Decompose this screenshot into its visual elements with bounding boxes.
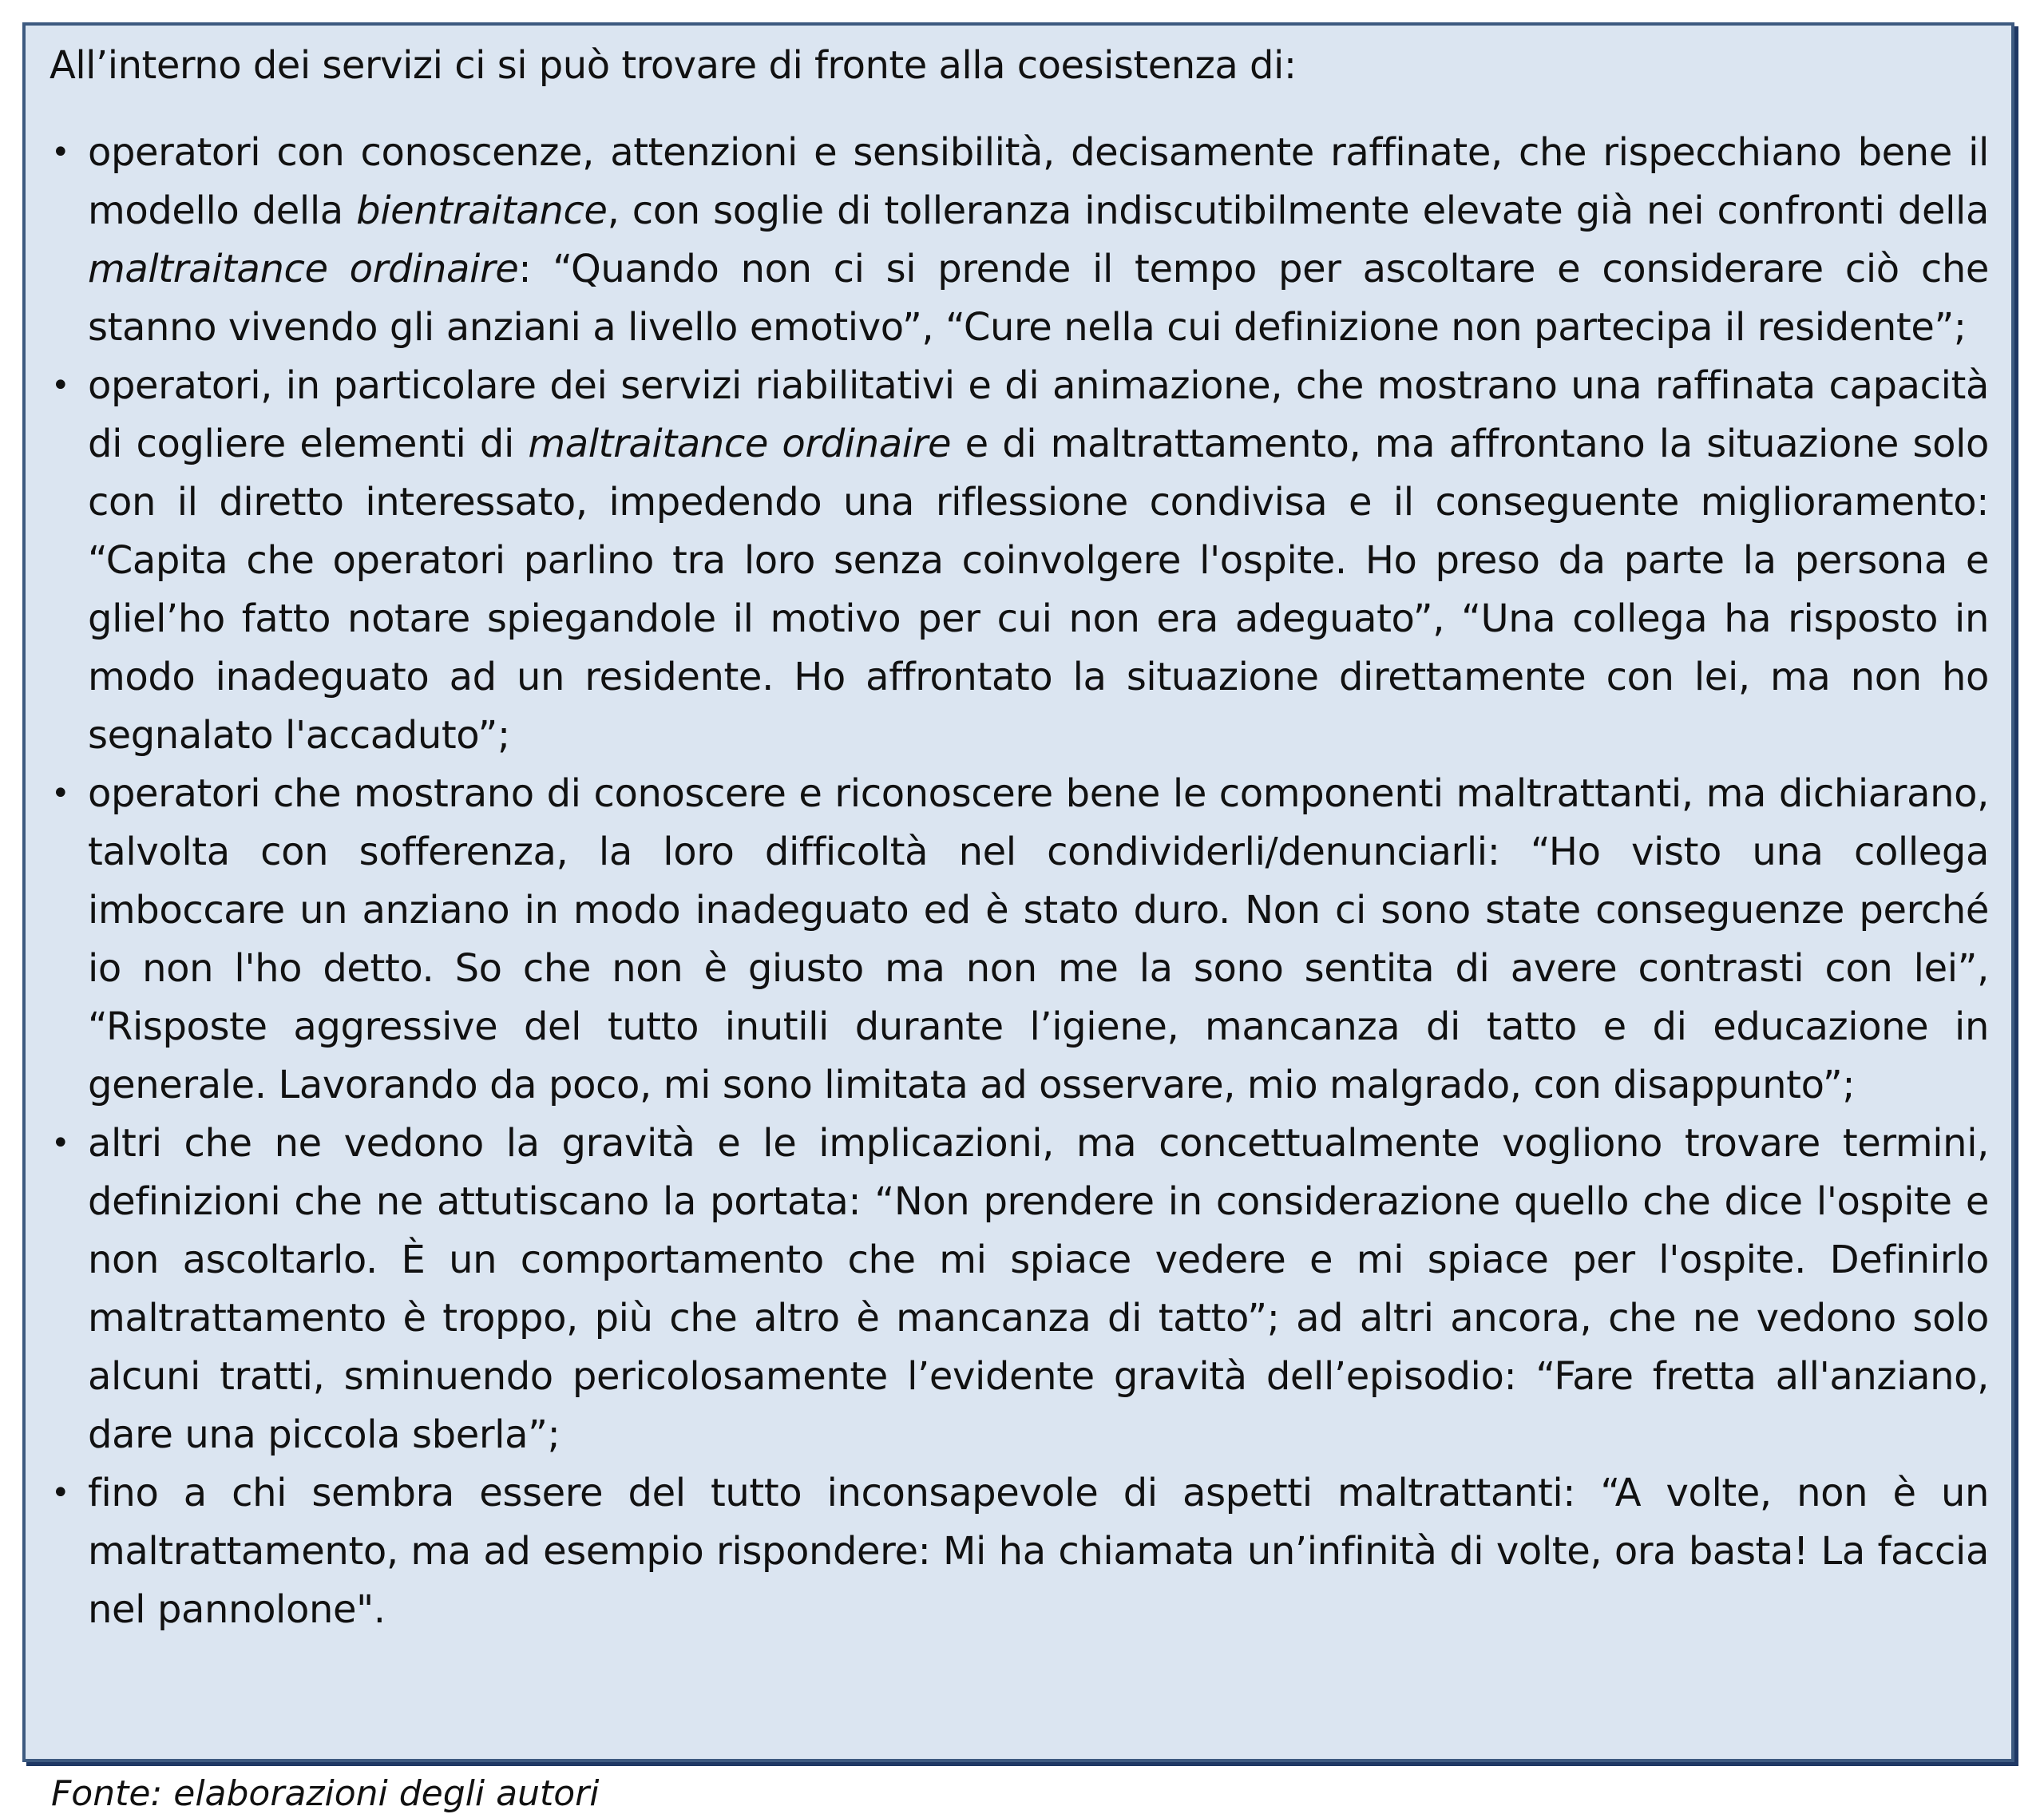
list-item xyxy=(50,765,1989,1115)
list-item xyxy=(50,1115,1989,1464)
text-box xyxy=(22,22,2014,1762)
item-text: fino a chi sembra essere del tutto inconsapevole di aspetti maltrattanti: “A volte, non è un maltrattamento, ma ad esempio rispondere: Mi ha chiamata un’infinità di volte, ora basta! La faccia nel pannolone". xyxy=(88,1471,1989,1632)
list-item xyxy=(50,357,1989,765)
item-text: altri che ne vedono la gravità e le implicazioni, ma concettualmente vogliono trovare termini, definizioni che ne attutiscano la portata: “Non prendere in considerazione quello che dice l'ospite e non ascoltarlo. È un comportamento che mi spiace vedere e mi spiace per l'ospite. Definirlo maltrattamento è troppo, più che altro è mancanza di tatto”; ad altri ancora, che ne vedono solo alcuni tratti, sminuendo pericolosamente l’evidente gravità dell’episodio: “Fare fretta all'anziano, dare una piccola sberla”; xyxy=(88,1121,1989,1457)
item-text: e di maltrattamento, ma affrontano la situazione solo con il diretto interessato, impedendo una riflessione condivisa e il conseguente miglioramento: “Capita che operatori parlino tra loro senza coinvolgere l'ospite. Ho preso da parte la persona e gliel’ho fatto notare spiegandole il motivo per cui non era adeguato”, “Una collega ha risposto in modo inadeguato ad un residente. Ho affrontato la situazione direttamente con lei, ma non ho segnalato l'accaduto”; xyxy=(88,422,1989,758)
bullet-list xyxy=(50,124,1989,1639)
bullet-icon: • xyxy=(51,775,70,812)
italic-term: bientraitance xyxy=(356,188,608,233)
intro-text: All’interno dei servizi ci si può trovare di fronte alla coesistenza di: xyxy=(50,43,1297,88)
bullet-icon: • xyxy=(51,1125,70,1162)
bullet-icon: • xyxy=(51,367,70,404)
item-text: : “Quando non ci si prende il tempo per ascoltare e considerare ciò che stanno vivendo gli anziani a livello emotivo”, “Cure nella cui definizione non partecipa il residente”; xyxy=(88,247,1989,350)
list-item xyxy=(50,1464,1989,1639)
item-text: operatori, in particolare dei servizi riabilitativi e di animazione, che mostrano una raffinata capacità di cogliere elementi di xyxy=(88,363,1989,466)
bullet-icon: • xyxy=(51,134,70,171)
item-text: operatori che mostrano di conoscere e riconoscere bene le componenti maltrattanti, ma dichiarano, talvolta con sofferenza, la loro difficoltà nel condividerli/denunciarli: “Ho visto una collega imboccare un anziano in modo inadeguato ed è stato duro. Non ci sono state conseguenze perché io non l'ho detto. So che non è giusto ma non me la sono sentita di avere contrasti con lei”, “Risposte aggressive del tutto inutili durante l’igiene, mancanza di tatto e di educazione in generale. Lavorando da poco, mi sono limitata ad osservare, mio malgrado, con disappunto”; xyxy=(88,771,1989,1107)
list-item xyxy=(50,124,1989,357)
italic-term: maltraitance ordinaire xyxy=(88,247,519,291)
italic-term: maltraitance ordinaire xyxy=(528,422,952,466)
source-caption: Fonte: elaborazioni degli autori xyxy=(51,1773,600,1814)
item-text: operatori con conoscenze, attenzioni e sensibilità, decisamente raffinate, che rispecchiano bene il modello della xyxy=(88,130,1989,233)
item-text: , con soglie di tolleranza indiscutibilmente elevate già nei confronti della xyxy=(607,188,1989,233)
bullet-icon: • xyxy=(51,1475,70,1511)
